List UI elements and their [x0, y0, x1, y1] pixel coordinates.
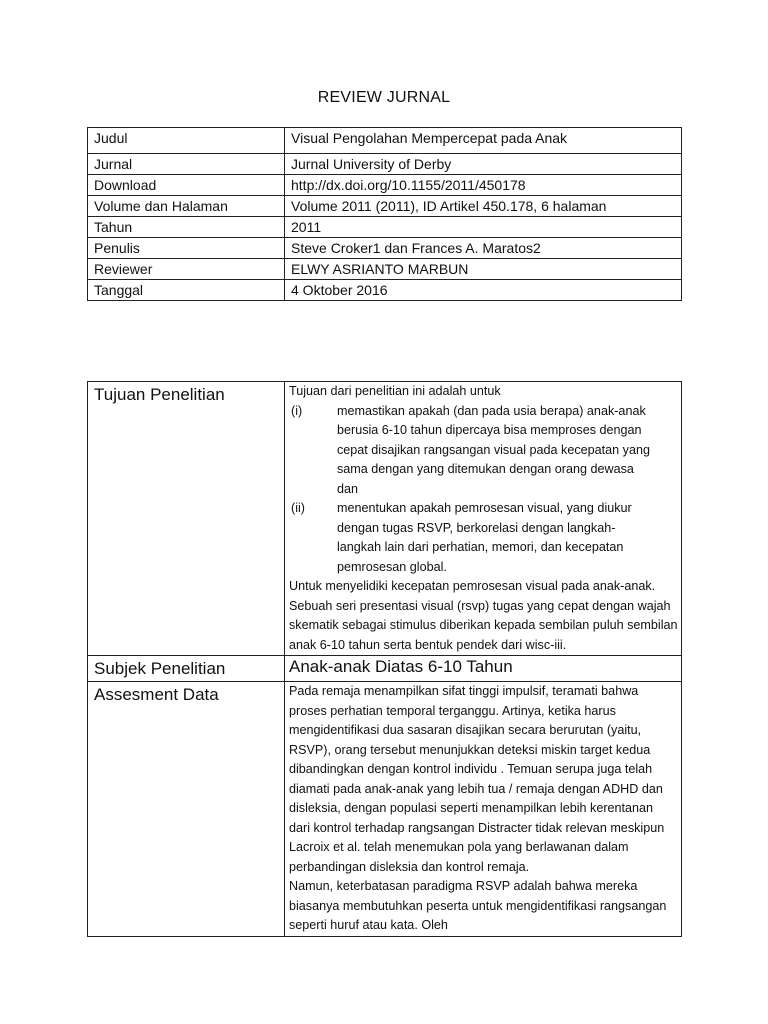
info-label: Judul: [88, 128, 285, 154]
assesment-paragraph-2: Namun, keterbatasan paradigma RSVP adalah bahwa mereka biasanya membutuhkan peserta untuk mengidentifikasi rangsangan seperti huruf atau kata. Oleh: [289, 879, 667, 932]
table-row: [88, 259, 682, 280]
journal-info-table: [87, 127, 682, 301]
assesment-content: [285, 682, 682, 937]
info-label: Penulis: [88, 238, 285, 259]
info-label: Download: [88, 175, 285, 196]
tujuan-content: [285, 382, 682, 656]
info-value: Volume 2011 (2011), ID Artikel 450.178, 6 halaman: [285, 196, 682, 217]
info-label: Jurnal: [88, 154, 285, 175]
assesment-label: Assesment Data: [88, 682, 285, 937]
subjek-value: Anak-anak Diatas 6-10 Tahun: [285, 656, 682, 682]
info-value: http://dx.doi.org/10.1155/2011/450178: [285, 175, 682, 196]
list-item: [289, 402, 681, 500]
subjek-label: Subjek Penelitian: [88, 656, 285, 682]
info-label: Tahun: [88, 217, 285, 238]
tujuan-intro: Tujuan dari penelitian ini adalah untuk: [289, 384, 501, 398]
info-value: Visual Pengolahan Mempercepat pada Anak: [285, 128, 682, 154]
table-row: [88, 382, 682, 656]
page-title: REVIEW JURNAL: [317, 89, 451, 106]
info-value: Steve Croker1 dan Frances A. Maratos2: [285, 238, 682, 259]
info-value: 2011: [285, 217, 682, 238]
table-row: [88, 682, 682, 937]
table-row: [88, 238, 682, 259]
table-row: [88, 128, 682, 154]
info-label: Tanggal: [88, 280, 285, 301]
list-text: memastikan apakah (dan pada usia berapa) anak-anak berusia 6-10 tahun dipercaya bisa memproses dengan cepat disajikan rangsangan visual pada kecepatan yang sama dengan yang ditemukan dengan orang dewasa dan: [337, 403, 650, 496]
info-label: Volume dan Halaman: [88, 196, 285, 217]
info-value: ELWY ASRIANTO MARBUN: [285, 259, 682, 280]
table-row: [88, 280, 682, 301]
tujuan-label: Tujuan Penelitian: [88, 382, 285, 656]
list-number: (i): [291, 403, 303, 418]
table-row: [88, 656, 682, 682]
tujuan-closing: Untuk menyelidiki kecepatan pemrosesan visual pada anak-anak. Sebuah seri presentasi visual (rsvp) tugas yang cepat dengan wajah skematik sebagai stimulus diberikan kepada sembilan puluh sembilan anak 6-10 tahun serta bentuk pendek dari wisc-iii.: [289, 579, 678, 652]
list-item: [289, 499, 681, 577]
table-row: [88, 196, 682, 217]
list-number: (ii): [291, 501, 305, 515]
info-value: Jurnal University of Derby: [285, 154, 682, 175]
table-row: [88, 175, 682, 196]
info-label: Reviewer: [88, 259, 285, 280]
info-value: 4 Oktober 2016: [285, 280, 682, 301]
table-row: [88, 154, 682, 175]
review-table: [87, 381, 682, 937]
table-row: [88, 217, 682, 238]
list-text: menentukan apakah pemrosesan visual, yang diukur dengan tugas RSVP, berkorelasi dengan langkah-langkah lain dari perhatian, memori, dan kecepatan pemrosesan global.: [337, 501, 632, 574]
assesment-paragraph-1: Pada remaja menampilkan sifat tinggi impulsif, teramati bahwa proses perhatian temporal terganggu. Artinya, ketika harus mengidentifikasi dua sasaran disajikan secara berurutan (yaitu, RSVP), orang tersebut menunjukkan deteksi miskin target kedua dibandingkan dengan kontrol individu . Temuan serupa juga telah diamati pada anak-anak yang lebih tua / remaja dengan ADHD dan disleksia, dengan populasi seperti menampilkan lebih kerentanan dari kontrol terhadap rangsangan Distracter tidak relevan meskipun Lacroix et al. telah menemukan pola yang berlawanan dalam perbandingan disleksia dan kontrol remaja.: [289, 684, 665, 874]
